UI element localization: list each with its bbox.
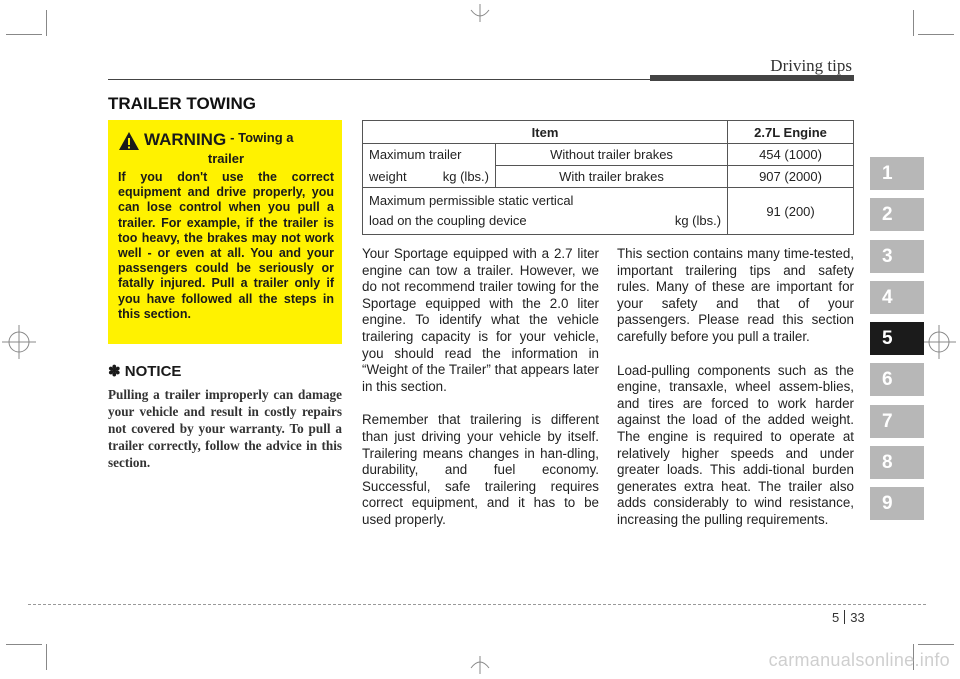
trailer-spec-table [362, 120, 854, 235]
page-number-divider [844, 610, 845, 624]
chapter-tab-5[interactable]: 5 [870, 322, 924, 355]
table-header-engine: 2.7L Engine [728, 121, 854, 144]
chapter-tab-4[interactable]: 4 [870, 281, 924, 314]
paragraph: This section contains many time-tested, important trailering tips and safety rules. Many of these are important for your safety and that of your passengers. Please read this section carefully before you pull a trailer. [617, 246, 854, 344]
table-cell-value: 91 (200) [728, 188, 854, 235]
section-title: TRAILER TOWING [108, 94, 256, 113]
notice-title: ✽ NOTICE [108, 363, 182, 380]
table-row [363, 188, 854, 235]
table-header-item: Item [363, 121, 728, 144]
table-cell-label-part: weight [369, 168, 407, 184]
paragraph: Remember that trailering is different than just driving your vehicle by itself. Trailering means changes in han-dling, durability, and fuel economy. Successful, safe trailering requires correct equipment, and it has to be used properly. [362, 412, 599, 527]
registration-mark-right [922, 325, 956, 359]
crop-mark [6, 34, 42, 35]
body-column-right [617, 246, 854, 546]
crop-mark [918, 644, 954, 645]
crop-mark [46, 644, 47, 670]
registration-mark-top [468, 4, 492, 28]
registration-mark-left [2, 325, 36, 359]
header-rule-accent [650, 75, 854, 81]
crop-mark [918, 34, 954, 35]
page-chapter: 5 [832, 610, 840, 625]
table-cell-condition: Without trailer brakes [496, 144, 728, 166]
paragraph: Your Sportage equipped with a 2.7 liter engine can tow a trailer. However, we do not recommend trailer towing for the Sportage equipped with the 2.0 liter engine. To identify what the vehicle trailering capacity is for your vehicle, you should read the information in “Weight of the Trailer” that appears later in this section. [362, 246, 599, 394]
chapter-tab-3[interactable]: 3 [870, 240, 924, 273]
table-cell-label [363, 188, 728, 235]
table-cell-label [363, 166, 496, 188]
warning-label: WARNING [144, 130, 227, 149]
warning-box [108, 120, 342, 344]
warning-subtitle-cont: trailer [207, 151, 245, 166]
page-index: 33 [850, 610, 865, 625]
watermark[interactable]: carmanualsonline.info [768, 650, 950, 670]
table-cell-label: Maximum trailer [363, 144, 496, 166]
paragraph: Load-pulling components such as the engine, transaxle, wheel assem-blies, and tires are forced to work harder against the load of the added weight. The engine is required to operate at relatively higher speeds and under greater loads. This addi-tional burden generates extra heat. The trailer also adds considerably to wind resistance, increasing the pulling requirements. [617, 362, 854, 527]
warning-triangle-icon [118, 131, 140, 151]
table-cell-label-part: load on the coupling device [369, 213, 527, 228]
warning-body: If you don't use the correct equipment and drive properly, you can lose control when you pull a trailer. For example, if the trailer is too heavy, the brakes may not work well - or even at all. You and your passengers could be seriously or fatally injured. Pull a trailer only if you have followed all the steps in this section. [118, 170, 334, 321]
table-cell-value: 907 (2000) [728, 166, 854, 188]
body-column-left [362, 246, 599, 546]
chapter-tab-9[interactable]: 9 [870, 487, 924, 520]
header-rule [108, 79, 650, 80]
table-cell-label-part: Maximum permissible static vertical [369, 193, 574, 208]
registration-mark-bottom [468, 650, 492, 674]
crop-mark [913, 10, 914, 36]
table-cell-unit: kg (lbs.) [442, 168, 489, 184]
table-cell-value: 454 (1000) [728, 144, 854, 166]
footer-rule [28, 604, 926, 605]
table-row [363, 144, 854, 166]
page-number [832, 610, 865, 625]
chapter-tab-6[interactable]: 6 [870, 363, 924, 396]
crop-mark [46, 10, 47, 36]
warning-subtitle: - Towing a [230, 130, 294, 145]
table-header-row [363, 121, 854, 144]
table-row [363, 166, 854, 188]
running-header: Driving tips [770, 56, 852, 75]
chapter-tab-2[interactable]: 2 [870, 198, 924, 231]
table-cell-condition: With trailer brakes [496, 166, 728, 188]
table-cell-unit: kg (lbs.) [674, 213, 722, 228]
notice-body: Pulling a trailer improperly can damage your vehicle and result in costly repairs not covered by your warranty. To pull a trailer correctly, follow the advice in this section. [108, 387, 342, 470]
crop-mark [6, 644, 42, 645]
warning-header [118, 130, 334, 151]
chapter-tab-7[interactable]: 7 [870, 405, 924, 438]
chapter-tab-8[interactable]: 8 [870, 446, 924, 479]
chapter-tab-1[interactable]: 1 [870, 157, 924, 190]
